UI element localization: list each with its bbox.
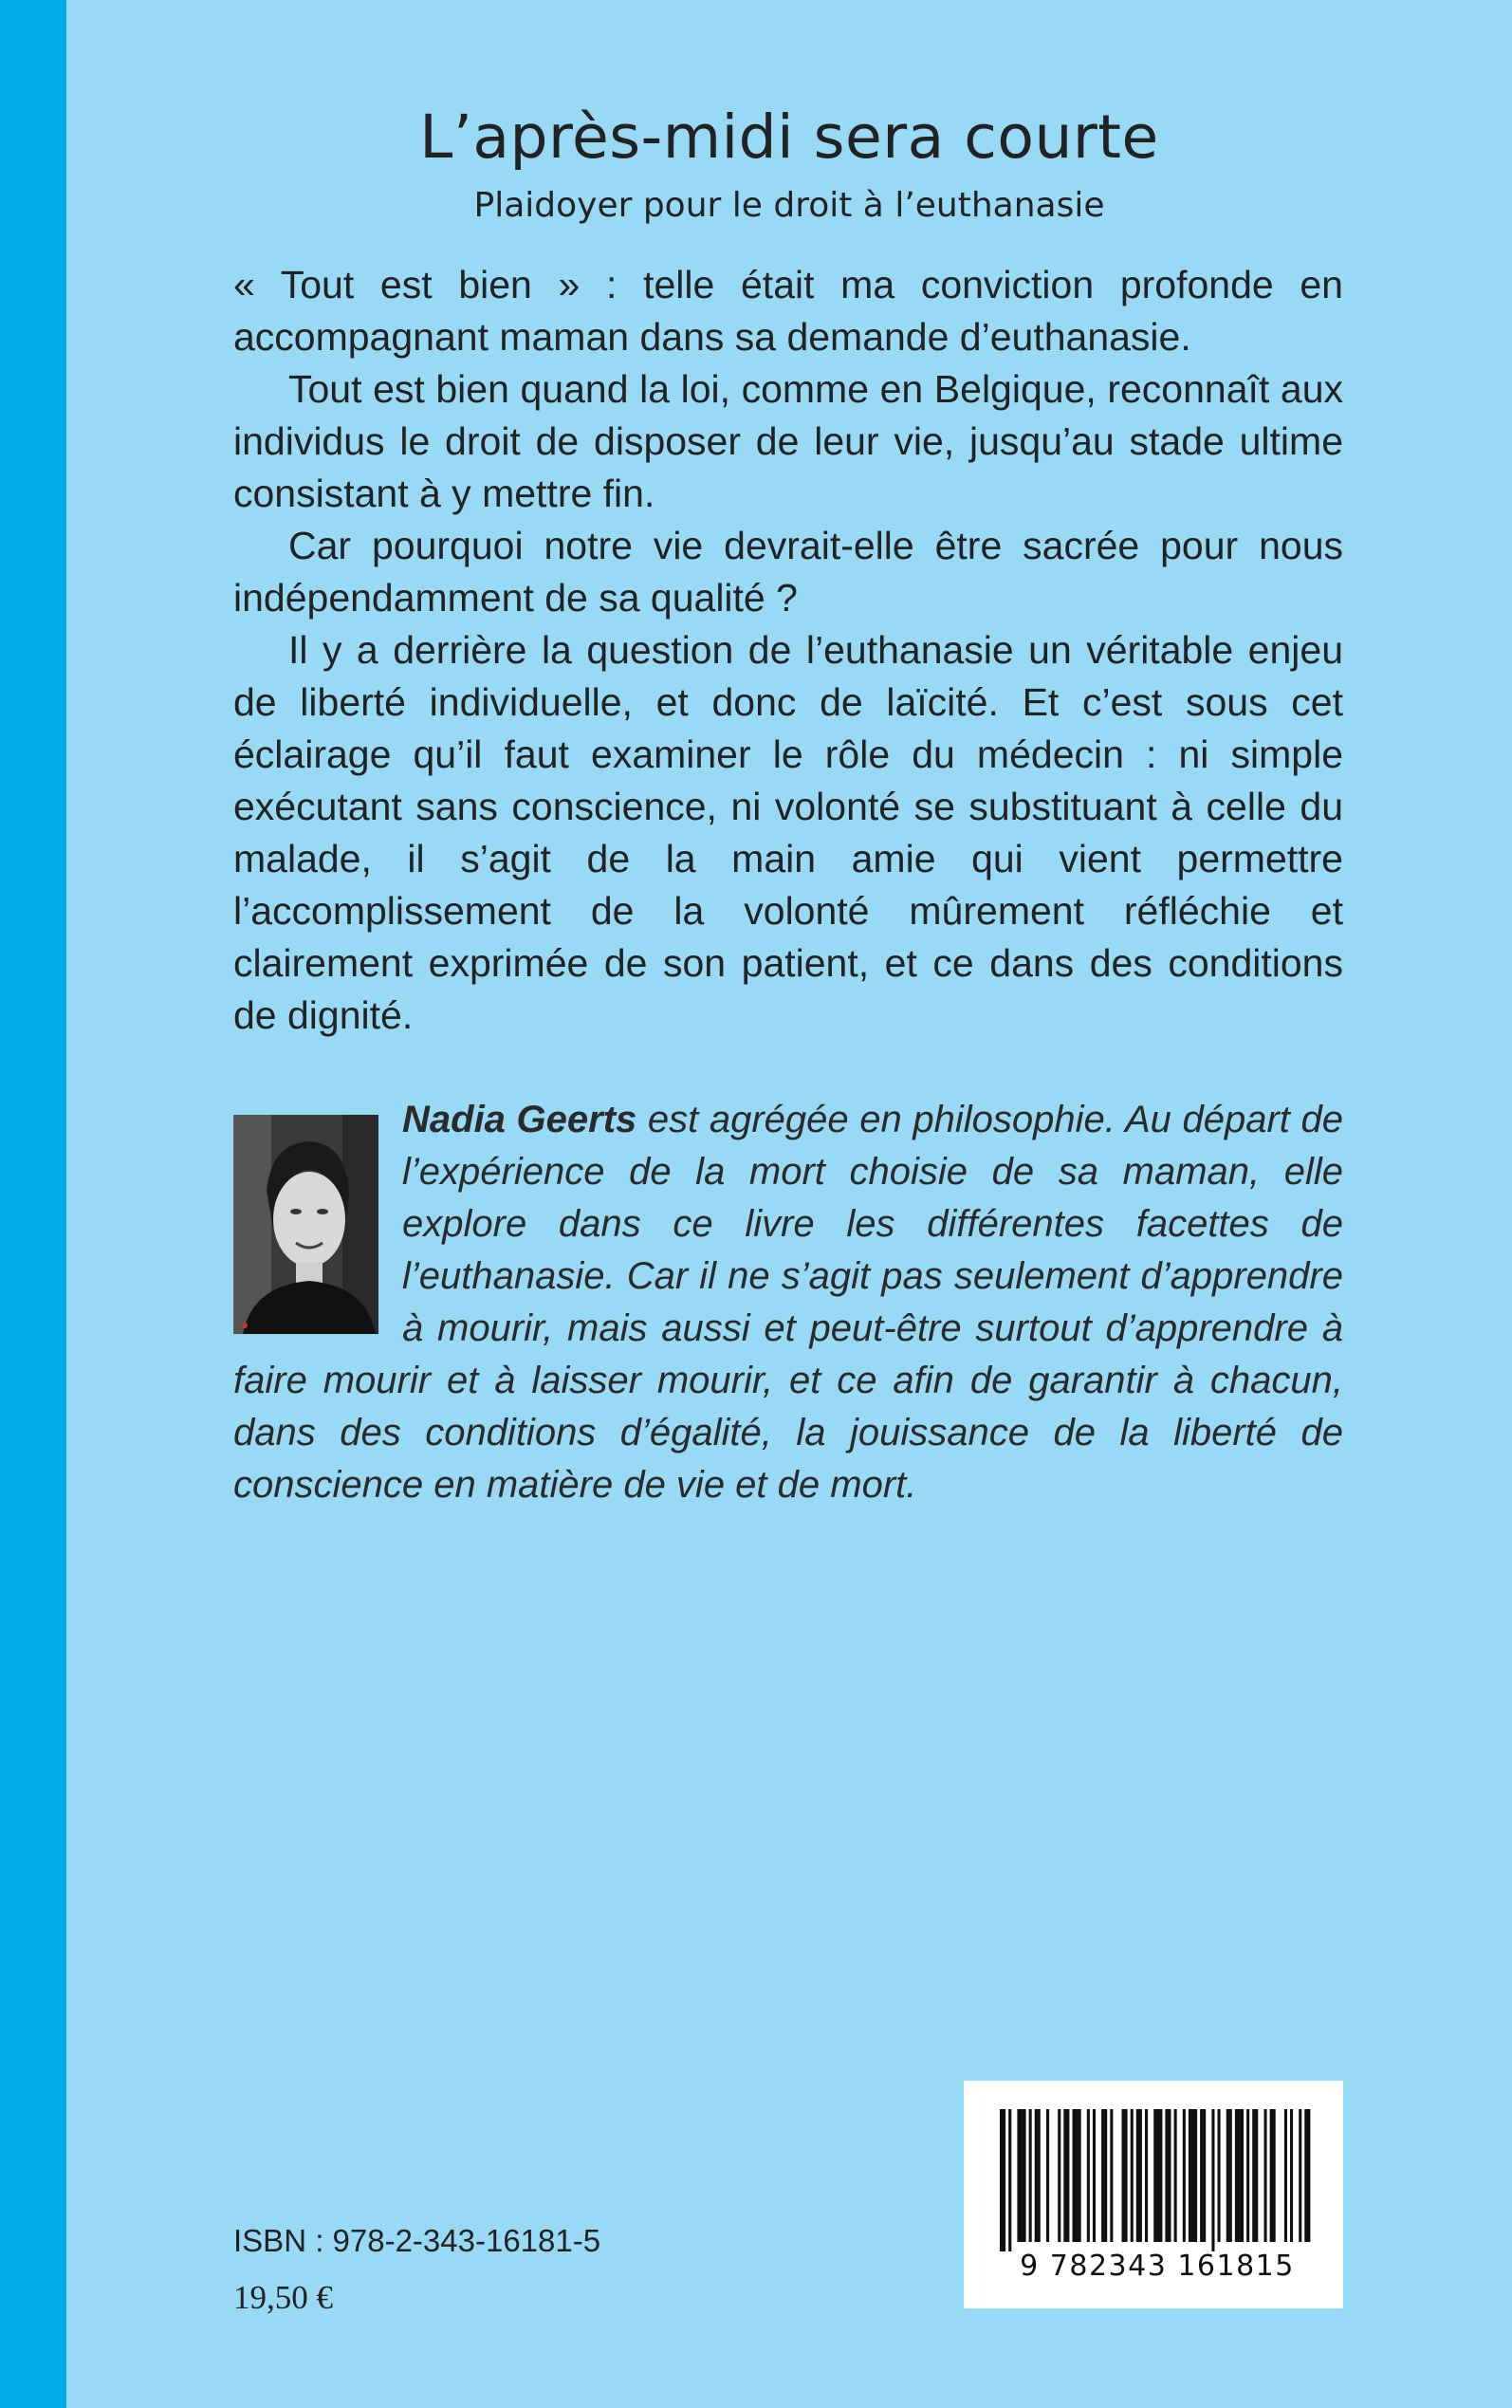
barcode-bar bbox=[1093, 2109, 1096, 2242]
barcode bbox=[964, 2081, 1343, 2308]
barcode-bar bbox=[1226, 2109, 1232, 2242]
barcode-bar bbox=[1000, 2109, 1005, 2251]
blurb-paragraph-4: Il y a derrière la question de l’euthanasie un véritable enjeu de liberté individuelle, et donc de laïcité. Et c’est sous cet éclairage qu’il faut examiner le rôle du médecin : ni simple exécutant sans conscience, ni volonté se substituant à celle du malade, il s’agit de la main amie qui vient permettre l’accomplissement de la volonté mûrement réfléchie et clairement exprimée de son patient, et ce dans des conditions de dignité. bbox=[233, 628, 1343, 1037]
price: 19,50 € bbox=[233, 2279, 333, 2316]
barcode-bar bbox=[1008, 2109, 1011, 2251]
barcode-bar bbox=[1304, 2109, 1310, 2242]
barcode-bars bbox=[992, 2109, 1315, 2251]
barcode-bar bbox=[1122, 2109, 1128, 2242]
barcode-bar bbox=[1165, 2109, 1171, 2242]
barcode-bar bbox=[1218, 2109, 1221, 2242]
barcode-bar bbox=[1063, 2109, 1069, 2242]
barcode-bar bbox=[1035, 2109, 1041, 2242]
barcode-bar bbox=[1087, 2109, 1090, 2242]
author-bio-text: est agrégée en philosophie. Au départ de l’expérience de la mort choisie de sa maman, elle explore dans ce livre les différentes facettes de l’euthanasie. Car il ne s’agit pas seulement d’apprendre à mourir, mais aussi et peut-être surtout d’apprendre à faire mourir et à laisser mourir, et ce afin de garantir à chacun, dans des conditions d’égalité, la jouissance de la liberté de conscience en matière de vie et de mort. bbox=[233, 1099, 1344, 1506]
photo-spacer bbox=[233, 1094, 402, 1322]
blurb-paragraph-2: Tout est bien quand la loi, comme en Belgique, reconnaît aux individus le droit de disposer de leur vie, jusqu’au stade ultime consistant à y mettre fin. bbox=[233, 367, 1343, 515]
barcode-bar bbox=[1299, 2109, 1301, 2242]
barcode-bar bbox=[1189, 2109, 1197, 2242]
barcode-bar bbox=[1017, 2109, 1025, 2242]
book-subtitle: Plaidoyer pour le droit à l’euthanasie bbox=[473, 186, 1105, 225]
barcode-bar bbox=[1101, 2109, 1107, 2242]
barcode-bar bbox=[1246, 2109, 1249, 2242]
barcode-bar bbox=[1136, 2109, 1142, 2242]
isbn: ISBN : 978-2-343-16181-5 bbox=[233, 2223, 601, 2258]
blurb bbox=[233, 259, 1343, 1042]
barcode-bar bbox=[1174, 2109, 1177, 2242]
barcode-bar bbox=[1153, 2109, 1162, 2242]
barcode-bar bbox=[1284, 2109, 1287, 2242]
barcode-bar bbox=[1235, 2109, 1244, 2242]
barcode-bar bbox=[1145, 2109, 1148, 2242]
book-title: L’après-midi sera courte bbox=[419, 102, 1159, 172]
barcode-bar bbox=[1058, 2109, 1060, 2242]
barcode-bar bbox=[1073, 2109, 1081, 2242]
barcode-bar bbox=[1270, 2109, 1276, 2242]
barcode-bar bbox=[1290, 2109, 1293, 2242]
barcode-bar bbox=[1211, 2109, 1214, 2251]
barcode-bar bbox=[1252, 2109, 1258, 2242]
barcode-bar bbox=[1029, 2109, 1032, 2242]
barcode-bar bbox=[1131, 2109, 1134, 2242]
blurb-paragraph-3: Car pourquoi notre vie devrait-elle être sacrée pour nous indépendamment de sa qualité ? bbox=[233, 524, 1343, 620]
blurb-paragraph-1: « Tout est bien » : telle était ma conviction profonde en accompagnant maman dans sa demande d’euthanasie. bbox=[233, 263, 1343, 359]
barcode-bar bbox=[1200, 2109, 1206, 2242]
barcode-bar bbox=[1110, 2109, 1113, 2242]
barcode-bar bbox=[1046, 2109, 1049, 2242]
barcode-bar bbox=[1264, 2109, 1267, 2242]
spine-stripe bbox=[0, 0, 66, 2408]
author-name: Nadia Geerts bbox=[402, 1099, 637, 1140]
barcode-bar bbox=[1183, 2109, 1186, 2242]
barcode-digits: 9 782343 161815 bbox=[1020, 2250, 1295, 2283]
author-bio bbox=[233, 1094, 1343, 1511]
